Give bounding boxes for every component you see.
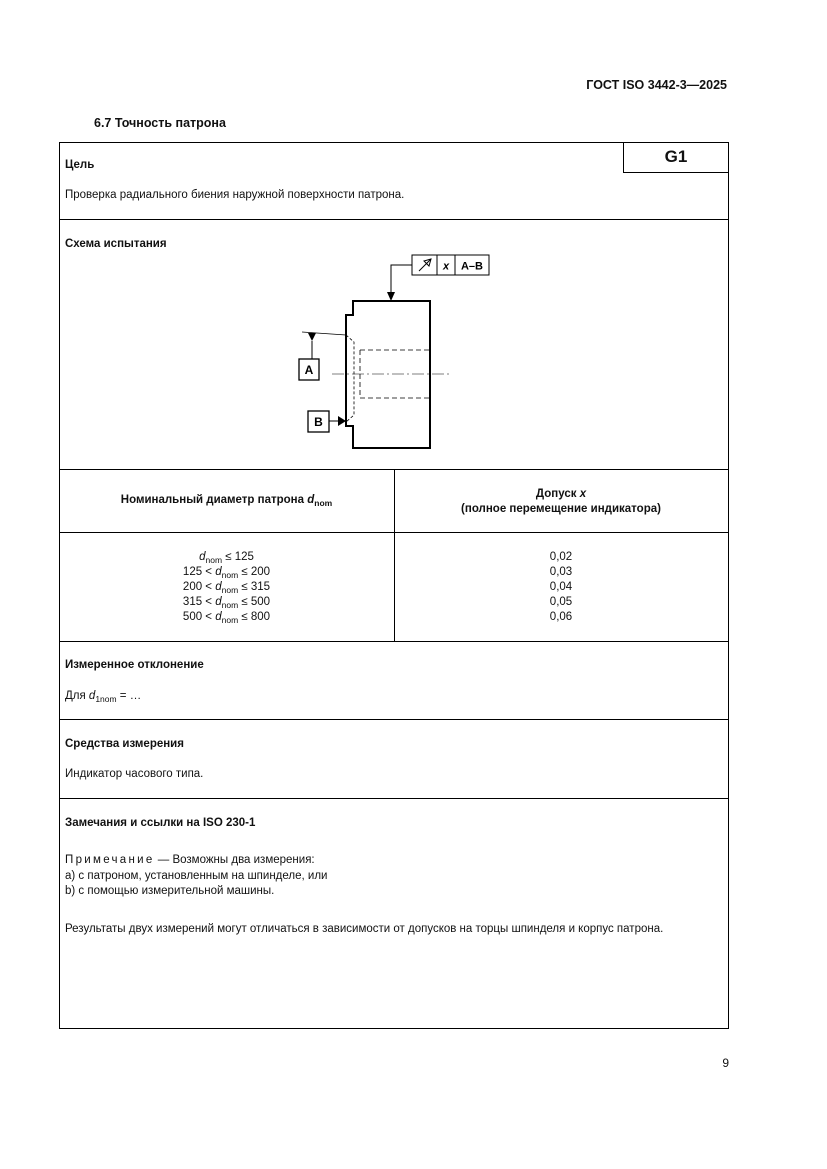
col-tolerance-header: Допуск x (полное перемещение индикатора)	[461, 488, 661, 515]
tolerance-value: x	[442, 260, 450, 273]
note-intro: Примечание — Возможны два измерения:	[65, 854, 315, 866]
tolerance-values	[395, 550, 727, 625]
datum-a-label: A	[304, 363, 314, 377]
note-word: Примечание	[65, 854, 155, 866]
table-row-4-tolerance: 0,05	[549, 596, 573, 608]
test-scheme-diagram	[290, 250, 500, 455]
datum-a-symbol	[299, 332, 346, 380]
purpose-text: Проверка радиального биения наружной поверхности патрона.	[65, 189, 405, 201]
table-row-1-range: $d_{nom} \le 125$	[199, 551, 254, 565]
divider-purpose	[59, 219, 728, 220]
leader-line	[391, 265, 412, 295]
diameter-ranges	[59, 550, 394, 625]
document-id: ГОСТ ISO 3442-3—2025	[586, 78, 727, 92]
scheme-label: Схема испытания	[65, 238, 167, 250]
remarks-label: Замечания и ссылки на ISO 230-1	[65, 817, 256, 829]
table-row-2-range: $125 < d_{nom} \le 200$	[182, 566, 271, 580]
instruments-label: Средства измерения	[65, 738, 184, 750]
table-row-3-tolerance: 0,04	[549, 581, 573, 593]
test-id-box	[623, 142, 728, 173]
page-number: 9	[722, 1056, 729, 1070]
table-row-3-range: $200 < d_{nom} \le 315$	[182, 581, 271, 595]
divider-measured	[59, 719, 728, 720]
divider-instruments	[59, 798, 728, 799]
col-diameter-header: Номинальный диаметр патрона $d_{nom}$	[120, 494, 333, 508]
table-row-5-tolerance: 0,06	[549, 611, 573, 623]
chuck-outline	[346, 301, 430, 448]
tolerance-frame	[412, 255, 489, 275]
table-row-5-range: $500 < d_{nom} \le 800$	[182, 611, 271, 625]
hidden-line-front	[346, 335, 354, 422]
instruments-text: Индикатор часового типа.	[65, 768, 204, 780]
measured-text: Для $d_{1nom}$ = …	[65, 690, 142, 704]
remarks-result: Результаты двух измерений могут отличаться в зависимости от допусков на торцы шпинделя и корпус патрона.	[65, 923, 664, 935]
table-row-1-tolerance: 0,02	[549, 551, 573, 563]
datum-b-label: B	[314, 415, 323, 429]
divider-table	[59, 641, 728, 642]
table-row-2-tolerance: 0,03	[549, 566, 573, 578]
test-id: G1	[664, 147, 688, 166]
leader-arrow	[387, 292, 395, 301]
note-item-b: b) с помощью измерительной машины.	[65, 885, 275, 897]
note-item-a: a) с патроном, установленным на шпинделе, или	[65, 870, 328, 882]
purpose-label: Цель	[65, 159, 95, 171]
measured-label: Измеренное отклонение	[65, 659, 204, 671]
datum-b-symbol	[308, 411, 346, 432]
section-title: 6.7 Точность патрона	[94, 116, 226, 130]
table-row-4-range: $315 < d_{nom} \le 500$	[182, 596, 271, 610]
tolerance-datum: A–B	[460, 260, 484, 273]
